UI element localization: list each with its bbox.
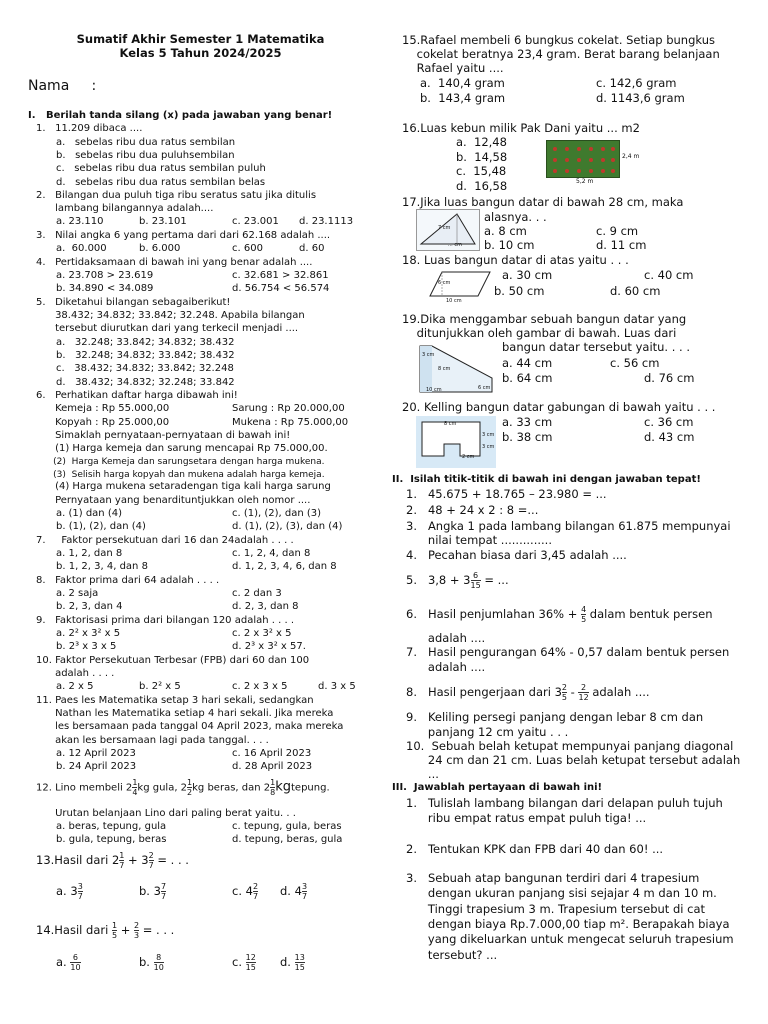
q6-price-kopyah: Kopyah : Rp 25.000,00 bbox=[36, 417, 170, 428]
q8-option-c[interactable]: c. 2 dan 3 bbox=[232, 588, 282, 599]
q12-option-d[interactable]: d. tepung, beras, gula bbox=[232, 834, 343, 845]
q15-line2: cokelat beratnya 23,4 gram. Berat barang belanjaan bbox=[402, 47, 720, 61]
q13-option-c-num: 2 bbox=[252, 882, 259, 891]
q12-frac3-den: 8 bbox=[270, 788, 276, 797]
fill-item-2: 2. 48 + 24 x 2 : 8 =... bbox=[406, 503, 539, 517]
q12-text2: kg gula, 2 bbox=[137, 782, 188, 794]
q11-option-b[interactable]: b. 24 April 2023 bbox=[56, 761, 137, 772]
q20-option-b[interactable]: b. 38 cm bbox=[502, 430, 553, 444]
q13-option-a-frac bbox=[78, 882, 83, 901]
q15-option-d[interactable]: d. 1143,6 gram bbox=[596, 91, 685, 105]
q16-option-c[interactable]: c. 15,48 bbox=[456, 164, 507, 178]
q14-option-c[interactable] bbox=[232, 953, 256, 972]
fill-item-9-line2: panjang 12 cm yaitu . . . bbox=[406, 725, 569, 739]
q13-option-a-num: 3 bbox=[77, 882, 83, 891]
q12-option-b[interactable]: b. gula, tepung, beras bbox=[56, 834, 167, 845]
fill-item-9-line1: 9. Keliling persegi panjang dengan lebar 8 cm dan bbox=[406, 710, 704, 724]
q14-frac2-den: 3 bbox=[134, 931, 140, 940]
q11-option-c[interactable]: c. 16 April 2023 bbox=[232, 748, 312, 759]
q10-option-b[interactable]: b. 2² x 5 bbox=[139, 681, 181, 692]
q16-stem: 16.Luas kebun milik Pak Dani yaitu ... m2 bbox=[402, 121, 640, 135]
q19-line2: ditunjukkan oleh gambar di bawah. Luas dari bbox=[402, 326, 677, 340]
q14-option-a-den: 10 bbox=[70, 963, 81, 972]
q11-option-a[interactable]: a. 12 April 2023 bbox=[56, 748, 136, 759]
q6-option-a[interactable]: a. (1) dan (4) bbox=[56, 508, 122, 519]
q9-option-b[interactable]: b. 2³ x 3 x 5 bbox=[56, 641, 117, 652]
q15-line3: Rafael yaitu .... bbox=[402, 61, 504, 75]
q14-option-c-den: 15 bbox=[245, 963, 256, 972]
q7-option-c[interactable]: c. 1, 2, 4, dan 8 bbox=[232, 548, 311, 559]
q6-statement3: (3) Selisih harga kopyah dan mukena adalah harga kemeja. bbox=[36, 470, 325, 480]
q14-option-b-frac bbox=[154, 953, 164, 972]
q17-line1: 17.Jika luas bangun datar di bawah 28 cm, maka bbox=[402, 195, 684, 209]
q20-stem: 20. Kelling bangun datar gabungan di bawah yaitu . . . bbox=[402, 400, 716, 414]
trapezoid-label-bottom: 10 cm bbox=[426, 387, 442, 393]
q8-stem: 8. Faktor prima dari 64 adalah . . . . bbox=[36, 575, 220, 586]
q18-stem: 18. Luas bangun datar di atas yaitu . . . bbox=[402, 253, 629, 267]
q7-option-a[interactable]: a. 1, 2, dan 8 bbox=[56, 548, 123, 559]
q14-text2: + bbox=[117, 923, 134, 937]
fill-item-5 bbox=[406, 571, 509, 590]
q14-option-d[interactable] bbox=[280, 953, 305, 972]
q13-option-d-frac bbox=[302, 882, 307, 901]
fill-item-10-line1: 10. Sebuah belah ketupat mempunyai panjang diagonal bbox=[406, 739, 734, 753]
q14-option-d-num: 13 bbox=[294, 953, 305, 962]
q3-option-a[interactable]: a. 60.000 bbox=[56, 243, 107, 254]
fill-item-3-line1: 3. Angka 1 pada lambang bilangan 61.875 mempunyai bbox=[406, 519, 731, 533]
q19-option-d[interactable]: d. 76 cm bbox=[644, 371, 695, 385]
q12-text5: tepung. bbox=[291, 782, 330, 794]
q6-statement2: (2) Harga Kemeja dan sarungsetara dengan harga mukena. bbox=[36, 457, 325, 467]
q14-option-c-label: c. bbox=[232, 955, 246, 969]
q1-option-d[interactable]: d. sebelas ribu dua ratus sembilan belas bbox=[56, 177, 266, 188]
q14-stem bbox=[36, 921, 174, 940]
q14-frac1-num: 1 bbox=[111, 921, 118, 930]
q8-option-b[interactable]: b. 2, 3, dan 4 bbox=[56, 601, 123, 612]
q8-option-a[interactable]: a. 2 saja bbox=[56, 588, 99, 599]
fill-item-5-num: 6 bbox=[471, 571, 481, 581]
q14-option-b[interactable] bbox=[139, 953, 164, 972]
q11-line2: Nathan les Matematika setiap 4 hari sekali. Jika mereka bbox=[36, 708, 334, 719]
q12-text3: kg beras, dan 2 bbox=[192, 782, 271, 794]
q14-option-c-frac bbox=[246, 953, 256, 972]
q19-option-a[interactable]: a. 44 cm bbox=[502, 356, 553, 370]
q17-option-d[interactable]: d. 11 cm bbox=[596, 238, 647, 252]
q13-text1: 13.Hasil dari 2 bbox=[36, 853, 120, 867]
fill-item-4: 4. Pecahan biasa dari 3,45 adalah .... bbox=[406, 548, 627, 562]
q6-line2: Pernyataan yang benardituntjukkan oleh nomor .... bbox=[36, 495, 311, 506]
q14-option-b-num: 8 bbox=[154, 953, 164, 963]
q14-option-d-label: d. bbox=[280, 955, 295, 969]
q13-option-d-label: d. 4 bbox=[280, 884, 302, 898]
q11-line4: akan les bersamaan lagi pada tanggal. . . . bbox=[36, 735, 269, 746]
q12-line2: Urutan belanjaan Lino dari paling berat yaitu. . . bbox=[36, 808, 296, 819]
q4-option-a[interactable]: a. 23.708 > 23.619 bbox=[56, 270, 154, 281]
q12-text1: 12. Lino membeli 2 bbox=[36, 782, 133, 794]
fill-item-8-den2: 12 bbox=[578, 693, 589, 702]
essay-2: 2. Tentukan KPK dan FPB dari 40 dan 60! ... bbox=[406, 842, 664, 856]
q7-option-d[interactable]: d. 1, 2, 3, 4, 6, dan 8 bbox=[232, 561, 337, 572]
q5-option-c[interactable]: c. 38.432; 34.832; 33.842; 32.248 bbox=[56, 363, 234, 374]
q14-option-a-frac bbox=[70, 953, 80, 972]
triangle-height-label: 7 cm bbox=[438, 225, 451, 231]
q1-stem: 1. 11.209 dibaca .... bbox=[36, 123, 143, 134]
q6-option-b[interactable]: b. (1), (2), dan (4) bbox=[56, 521, 146, 532]
garden-width-label: 2,4 m bbox=[622, 153, 640, 160]
fill-item-6-line2: adalah .... bbox=[406, 631, 486, 645]
q13-option-c-label: c. 4 bbox=[232, 884, 253, 898]
fill-item-8-den1: 5 bbox=[561, 693, 568, 702]
section3-heading: III. Jawablah pertayaan di bawah ini! bbox=[392, 782, 603, 793]
q1-option-c[interactable]: c. sebelas ribu dua ratus sembilan puluh bbox=[56, 163, 266, 174]
q5-line2: tersebut diurutkan dari yang terkecil menjadi .... bbox=[36, 323, 299, 334]
q10-option-a[interactable]: a. 2 x 5 bbox=[56, 681, 94, 692]
q16-option-d[interactable]: d. 16,58 bbox=[456, 179, 508, 193]
q13-option-c-frac bbox=[253, 882, 258, 901]
q6-line1: Simaklah pernyataan-pernyataan di bawah ini! bbox=[36, 430, 291, 441]
q5-line1: 38.432; 34.832; 33.842; 32.248. Apabila bilangan bbox=[36, 310, 305, 321]
fill-item-7-line2: adalah .... bbox=[406, 660, 486, 674]
essay-3-line6: tersebut? ... bbox=[406, 948, 498, 962]
q7-option-b[interactable]: b. 1, 2, 3, 4, dan 8 bbox=[56, 561, 148, 572]
parallelogram-height-label: 6 cm bbox=[438, 280, 451, 286]
q10-stem-line2: adalah . . . . bbox=[36, 668, 115, 679]
fill-item-10-line3: ... bbox=[406, 767, 439, 781]
q6-price-sarung: Sarung : Rp 20.000,00 bbox=[232, 403, 345, 414]
fill-item-8-text2: adalah .... bbox=[588, 685, 650, 699]
q4-stem: 4. Pertidaksamaan di bawah ini yang benar adalah .... bbox=[36, 257, 313, 268]
q13-option-a[interactable] bbox=[56, 882, 83, 901]
q3-stem: 3. Nilai angka 6 yang pertama dari dari 62.168 adalah .... bbox=[36, 230, 331, 241]
q9-option-d[interactable]: d. 2³ x 3² x 57. bbox=[232, 641, 306, 652]
fill-item-8-text1: 8. Hasil pengerjaan dari 3 bbox=[406, 685, 562, 699]
q19-line3: bangun datar tersebut yaitu. . . . bbox=[502, 340, 691, 354]
fill-item-8-num1: 2 bbox=[561, 683, 568, 692]
q6-statement4: (4) Harga mukena setaradengan tiga kali harga sarung bbox=[36, 481, 331, 492]
title-line1: Sumatif Akhir Semester 1 Matematika bbox=[76, 32, 325, 46]
q14-option-b-den: 10 bbox=[153, 963, 164, 972]
q10-stem-line1: 10. Faktor Persekutuan Terbesar (FPB) dari 60 dan 100 bbox=[36, 655, 310, 666]
fill-item-6 bbox=[406, 605, 713, 624]
fill-item-8-minus: - bbox=[567, 685, 579, 699]
q15-option-b[interactable]: b. 143,4 gram bbox=[420, 91, 506, 105]
q18-option-c[interactable]: c. 40 cm bbox=[644, 268, 694, 282]
q10-option-c[interactable]: c. 2 x 3 x 5 bbox=[232, 681, 288, 692]
fill-item-5-text1: 5. 3,8 + 3 bbox=[406, 573, 471, 587]
q18-option-d[interactable]: d. 60 cm bbox=[610, 284, 661, 298]
q12-frac2-num: 1 bbox=[187, 778, 193, 787]
fill-item-6-text1: 6. Hasil penjumlahan 36% + bbox=[406, 607, 582, 621]
q14-option-b-label: b. bbox=[139, 955, 154, 969]
q14-option-a[interactable] bbox=[56, 953, 81, 972]
parallelogram-base-label: 10 cm bbox=[446, 298, 462, 304]
essay-3-line4: dengan biaya Rp.7.000,00 tiap m². Berapakah biaya bbox=[406, 917, 730, 931]
q17-option-c[interactable]: c. 9 cm bbox=[596, 224, 639, 238]
q2-option-a[interactable]: a. 23.110 bbox=[56, 216, 104, 227]
q12-stem bbox=[36, 778, 330, 797]
q13-option-d-num: 3 bbox=[301, 882, 308, 891]
q14-option-c-num: 12 bbox=[245, 953, 256, 962]
fill-item-1: 1. 45.675 + 18.765 – 23.980 = ... bbox=[406, 487, 607, 501]
q15-option-a[interactable]: a. 140,4 gram bbox=[420, 76, 505, 90]
title-line2: Kelas 5 Tahun 2024/2025 bbox=[119, 46, 282, 60]
q13-option-b-num: 7 bbox=[160, 882, 167, 891]
q13-option-b-frac bbox=[161, 882, 166, 901]
q2-option-d[interactable]: d. 23.1113 bbox=[299, 216, 354, 227]
q20-option-c[interactable]: c. 36 cm bbox=[644, 415, 694, 429]
q14-option-a-label: a. bbox=[56, 955, 71, 969]
q14-option-d-den: 15 bbox=[294, 963, 305, 972]
fill-item-3-line2: nilai tempat .............. bbox=[406, 533, 552, 547]
q15-option-c[interactable]: c. 142,6 gram bbox=[596, 76, 677, 90]
composite-label-right: 3 cm bbox=[482, 432, 495, 438]
q16-option-b[interactable]: b. 14,58 bbox=[456, 150, 508, 164]
q3-option-d[interactable]: d. 60 bbox=[299, 243, 325, 254]
q13-frac1-den: 7 bbox=[119, 861, 125, 870]
q12-frac1-num: 1 bbox=[132, 778, 138, 787]
garden-plants-icon bbox=[547, 141, 619, 177]
q6-option-d[interactable]: d. (1), (2), (3), dan (4) bbox=[232, 521, 343, 532]
q6-stem: 6. Perhatikan daftar harga dibawah ini! bbox=[36, 390, 238, 401]
q10-option-d[interactable]: d. 3 x 5 bbox=[318, 681, 356, 692]
q9-option-a[interactable]: a. 2² x 3² x 5 bbox=[56, 628, 121, 639]
q14-text3: = . . . bbox=[139, 923, 175, 937]
fill-item-10-line2: 24 cm dan 21 cm. Luas belah ketupat tersebut adalah bbox=[406, 753, 741, 767]
q3-option-b[interactable]: b. 6.000 bbox=[139, 243, 181, 254]
q17-line2: alasnya. . . bbox=[484, 210, 547, 224]
trapezoid-label-right: 6 cm bbox=[478, 385, 491, 391]
essay-1-line1: 1. Tulislah lambang bilangan dari delapan puluh tujuh bbox=[406, 796, 723, 810]
fill-item-8-frac2 bbox=[578, 683, 588, 702]
q19-option-c[interactable]: c. 56 cm bbox=[610, 356, 660, 370]
q13-text2: + 3 bbox=[124, 853, 149, 867]
q2-stem-line1: 2. Bilangan dua puluh tiga ribu seratus satu jika ditulis bbox=[36, 190, 317, 201]
q14-text1: 14.Hasil dari bbox=[36, 923, 112, 937]
q12-option-c[interactable]: c. tepung, gula, beras bbox=[232, 821, 342, 832]
garden-length-label: 5,2 m bbox=[576, 178, 594, 185]
q20-option-d[interactable]: d. 43 cm bbox=[644, 430, 695, 444]
trapezoid-label-middle: 8 cm bbox=[438, 366, 451, 372]
q17-option-a[interactable]: a. 8 cm bbox=[484, 224, 527, 238]
q12-frac2-den: 2 bbox=[187, 788, 193, 797]
q13-text3: = . . . bbox=[153, 853, 189, 867]
essay-3-line5: yang dikeluarkan untuk mengecat seluruh trapesium bbox=[406, 932, 734, 946]
q13-option-a-den: 7 bbox=[77, 892, 83, 901]
section1-heading: I. Berilah tanda silang (x) pada jawaban yang benar! bbox=[28, 110, 333, 121]
q9-option-c[interactable]: c. 2 x 3² x 5 bbox=[232, 628, 292, 639]
essay-3-line1: 3. Sebuah atap bangunan terdiri dari 4 trapesium bbox=[406, 871, 700, 885]
q13-option-b-label: b. 3 bbox=[139, 884, 161, 898]
q13-option-a-label: a. 3 bbox=[56, 884, 78, 898]
composite-label-mid: 3 cm bbox=[482, 444, 495, 450]
section2-heading: II. Isilah titik-titik di bawah ini dengan jawaban tepat! bbox=[392, 474, 701, 485]
essay-3-line2: dengan ukuran panjang sisi sejajar 4 m dan 10 m. bbox=[406, 886, 717, 900]
fill-item-8-num2: 2 bbox=[578, 683, 588, 693]
q4-option-d[interactable]: d. 56.754 < 56.574 bbox=[232, 283, 330, 294]
q13-frac2-den: 7 bbox=[148, 861, 154, 870]
q5-option-d[interactable]: d. 38.432; 34.832; 32.248; 33.842 bbox=[56, 377, 235, 388]
fill-item-6-text2: dalam bentuk persen bbox=[586, 607, 713, 621]
q5-stem: 5. Diketahui bilangan sebagaiberikut! bbox=[36, 297, 231, 308]
q12-option-a[interactable]: a. beras, tepung, gula bbox=[56, 821, 167, 832]
q14-frac1-den: 5 bbox=[111, 931, 118, 940]
q16-option-a[interactable]: a. 12,48 bbox=[456, 135, 507, 149]
fill-item-6-num: 4 bbox=[581, 605, 587, 614]
q19-option-b[interactable]: b. 64 cm bbox=[502, 371, 553, 385]
fill-item-5-frac bbox=[471, 571, 481, 590]
q6-price-mukena: Mukena : Rp 75.000,00 bbox=[232, 417, 349, 428]
q5-option-a[interactable]: a. 32.248; 33.842; 34.832; 38.432 bbox=[56, 337, 235, 348]
q2-stem-line2: lambang bilangannya adalah.... bbox=[36, 203, 214, 214]
q13-option-c-den: 7 bbox=[252, 892, 259, 901]
q11-option-d[interactable]: d. 28 April 2023 bbox=[232, 761, 313, 772]
q11-line3: les bersamaan pada tanggal 04 April 2023, maka mereka bbox=[36, 721, 344, 732]
q12-frac3-num: 1 bbox=[270, 778, 276, 787]
q18-option-b[interactable]: b. 50 cm bbox=[494, 284, 545, 298]
q13-option-c[interactable] bbox=[232, 882, 258, 901]
q15-line1: 15.Rafael membeli 6 bungkus cokelat. Setiap bungkus bbox=[402, 33, 715, 47]
q13-frac1-num: 1 bbox=[119, 851, 125, 860]
q13-option-d[interactable] bbox=[280, 882, 307, 901]
q5-option-b[interactable]: b. 32.248; 34.832; 33.842; 38.432 bbox=[56, 350, 235, 361]
q13-option-b[interactable] bbox=[139, 882, 166, 901]
q13-option-b-den: 7 bbox=[160, 892, 167, 901]
triangle-base-label: ... cm bbox=[448, 242, 462, 248]
trapezoid-label-top: 3 cm bbox=[422, 352, 435, 358]
composite-label-top: 8 cm bbox=[444, 421, 457, 427]
q11-line1: 11. Paes les Matematika setap 3 hari sekali, sedangkan bbox=[36, 695, 314, 706]
garden-plot-figure bbox=[546, 140, 620, 178]
q14-option-d-frac bbox=[295, 953, 305, 972]
q14-frac2-num: 2 bbox=[134, 921, 140, 930]
essay-3-line3: Tinggi trapesium 3 m. Trapesium tersebut di cat bbox=[406, 902, 705, 916]
q2-option-c[interactable]: c. 23.001 bbox=[232, 216, 279, 227]
q13-frac2-num: 2 bbox=[148, 851, 154, 860]
q12-text4: kg bbox=[275, 779, 291, 795]
q6-option-c[interactable]: c. (1), (2), dan (3) bbox=[232, 508, 322, 519]
q1-option-a[interactable]: a. sebelas ribu dua ratus sembilan bbox=[56, 137, 236, 148]
q17-option-b[interactable]: b. 10 cm bbox=[484, 238, 535, 252]
fill-item-6-den: 5 bbox=[581, 615, 587, 624]
q20-option-a[interactable]: a. 33 cm bbox=[502, 415, 553, 429]
q6-price-kemeja: Kemeja : Rp 55.000,00 bbox=[36, 403, 170, 414]
q13-option-d-den: 7 bbox=[301, 892, 308, 901]
essay-1-line2: ribu empat ratus empat puluh tiga! ... bbox=[406, 811, 647, 825]
q9-stem: 9. Faktorisasi prima dari bilangan 120 adalah . . . . bbox=[36, 615, 294, 626]
q18-option-a[interactable]: a. 30 cm bbox=[502, 268, 553, 282]
q8-option-d[interactable]: d. 2, 3, dan 8 bbox=[232, 601, 299, 612]
q13-stem bbox=[36, 851, 189, 870]
q19-line1: 19.Dika menggambar sebuah bangun datar yang bbox=[402, 312, 687, 326]
fill-item-5-den: 15 bbox=[470, 581, 481, 590]
fill-item-7-line1: 7. Hasil pengurangan 64% - 0,57 dalam bentuk persen bbox=[406, 645, 730, 659]
composite-label-notch: 2 cm bbox=[462, 454, 475, 460]
q2-option-b[interactable]: b. 23.101 bbox=[139, 216, 187, 227]
fill-item-8 bbox=[406, 683, 650, 702]
q7-stem: 7. Faktor persekutuan dari 16 dan 24adalah . . . . bbox=[36, 535, 294, 546]
q4-option-c[interactable]: c. 32.681 > 32.861 bbox=[232, 270, 329, 281]
q4-option-b[interactable]: b. 34.890 < 34.089 bbox=[56, 283, 154, 294]
q6-statement1: (1) Harga kemeja dan sarung mencapai Rp 75.000,00. bbox=[36, 443, 328, 454]
q14-option-a-num: 6 bbox=[70, 953, 80, 963]
q3-option-c[interactable]: c. 600 bbox=[232, 243, 263, 254]
q1-option-b[interactable]: b. sebelas ribu dua puluhsembilan bbox=[56, 150, 235, 161]
q12-frac1-den: 4 bbox=[132, 788, 138, 797]
fill-item-5-text2: = ... bbox=[480, 573, 509, 587]
name-label: Nama : bbox=[28, 78, 97, 94]
